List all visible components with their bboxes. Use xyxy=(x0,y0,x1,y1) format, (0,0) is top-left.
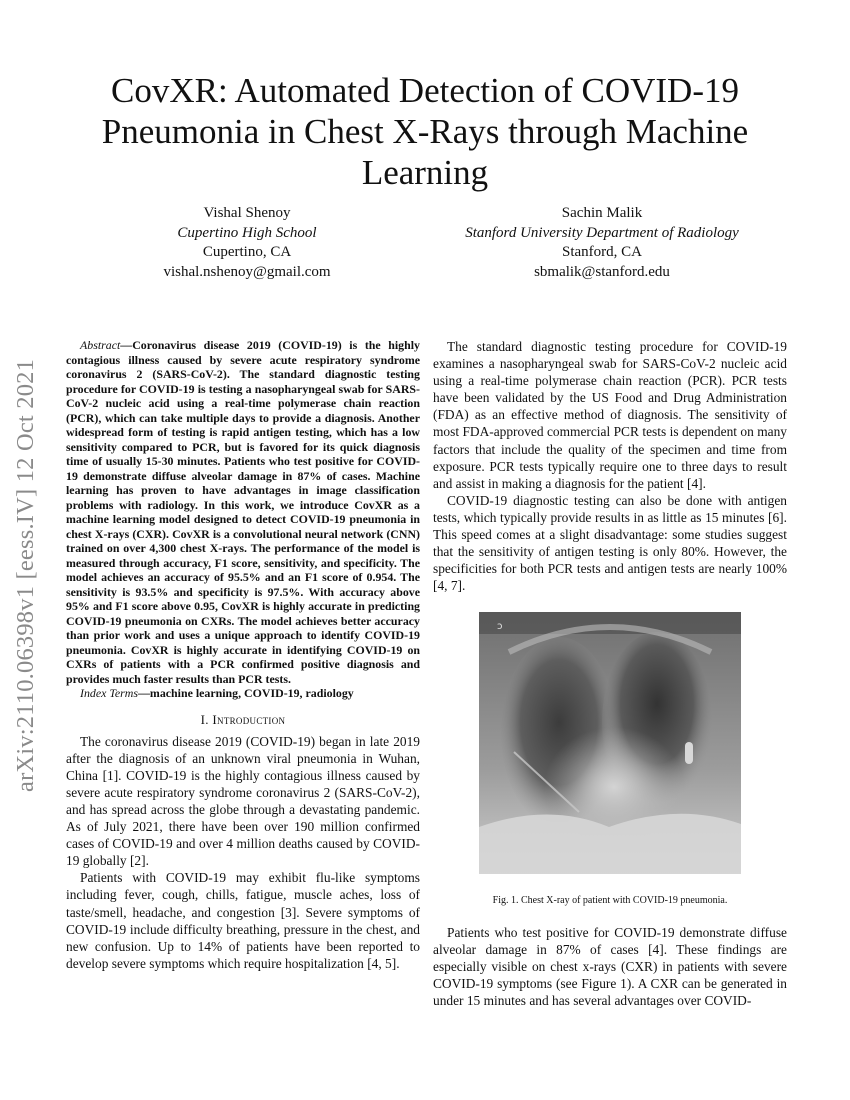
author-location: Cupertino, CA xyxy=(202,244,292,260)
figure-1 xyxy=(479,612,741,874)
author-affiliation: Stanford University Department of Radiology xyxy=(465,224,739,241)
title-line-1: CovXR: Automated Detection of COVID-19 xyxy=(111,71,739,110)
paper-title xyxy=(95,70,755,193)
chest-xray-image xyxy=(479,612,741,874)
title-line-2: Pneumonia in Chest X-Rays through Machine xyxy=(101,112,749,151)
title-line-3: Learning xyxy=(361,153,489,192)
section-heading-introduction: I. Introduction xyxy=(200,711,286,727)
author-block-1 xyxy=(82,204,412,282)
abstract xyxy=(66,338,420,686)
author-location: Stanford, CA xyxy=(562,244,642,260)
intro-paragraph-5: Patients who test positive for COVID-19 demonstrate diffuse alveolar damage in 87% of cases [4]. These findings are especially visible on chest x-rays (CXR) in patients with severe COVID-19 symptoms (see Figure 1). A CXR can be generated in under 15 minutes and has several advantages over COVID- xyxy=(433,924,787,1008)
intro-paragraph-1: The coronavirus disease 2019 (COVID-19) began in late 2019 after the diagnosis of an unknown viral pneumonia in Wuhan, China [1]. COVID-19 is the highly contagious illness caused by severe acute respiratory syndrome coronavirus 2 (SARS-CoV-2), and has spread across the globe through a devastating pandemic. As of July 2021, there have been over 190 million confirmed cases of COVID-19 and over 4 million deaths caused by COVID-19 globally [2]. xyxy=(66,733,420,869)
svg-text:ↄ: ↄ xyxy=(497,621,503,633)
index-terms-lead: Index Terms xyxy=(80,686,139,700)
abstract-lead: Abstract xyxy=(80,338,121,352)
left-column xyxy=(66,338,420,972)
index-terms xyxy=(66,686,420,701)
intro-paragraph-4: COVID-19 diagnostic testing can also be done with antigen tests, which typically provide results in as little as 15 minutes [6]. This speed comes at a slight disadvantage: some studies suggest that the sensitivity of antigen testing is only 80%. However, the specificities for both PCR tests and antigen tests are nearly 100% [4, 7]. xyxy=(433,492,787,594)
author-block-2 xyxy=(437,204,767,282)
index-terms-text: —machine learning, COVID-19, radiology xyxy=(138,686,354,700)
author-name: Sachin Malik xyxy=(561,205,643,221)
right-column xyxy=(433,338,787,1009)
author-name: Vishal Shenoy xyxy=(203,205,291,221)
intro-paragraph-3: The standard diagnostic testing procedure for COVID-19 examines a nasopharyngeal swab for SARS-CoV-2 nucleic acid using a real-time polymerase chain reaction (PCR). PCR tests have been validated by the US Food and Drug Administration (FDA) as an effective method of diagnosis. The sensitivity of most FDA-approved commercial PCR tests is dependent on many factors that include the quality of the specimen and time from exposure. PCR tests typically require one to three days to result and assist in making a diagnosis for the patient [4]. xyxy=(433,339,787,491)
author-affiliation: Cupertino High School xyxy=(177,224,317,241)
author-email[interactable]: sbmalik@stanford.edu xyxy=(534,263,670,280)
intro-paragraph-2: Patients with COVID-19 may exhibit flu-like symptoms including fever, cough, chills, fatigue, muscle aches, loss of taste/smell, headache, and congestion [3]. Severe symptoms of COVID-19 include difficulty breathing, pressure in the chest, and new confusion. Up to 14% of patients have been reported to develop severe symptoms which require hospitalization [4, 5]. xyxy=(66,870,420,971)
figure-1-caption: Fig. 1. Chest X-ray of patient with COVID-19 pneumonia. xyxy=(492,895,728,907)
author-email[interactable]: vishal.nshenoy@gmail.com xyxy=(163,263,331,280)
abstract-text: —Coronavirus disease 2019 (COVID-19) is the highly contagious illness caused by severe acute respiratory syndrome coronavirus 2 (SARS-CoV-2). The standard diagnostic testing procedure for COVID-19 is testing a nasopharyngeal swab for SARS-CoV-2 nucleic acid using a real-time polymerase chain reaction (PCR), which can take multiple days to provide a diagnosis. Another widespread form of testing is rapid antigen testing, which has a low sensitivity compared to PCR, but is favored for its quick diagnosis time of usually 15-30 minutes. Patients who test positive for COVID-19 demonstrate diffuse alveolar damage in 87% of cases. Machine learning has proven to have advantages in image classification problems with radiology. In this work, we introduce CovXR as a machine learning model designed to detect COVID-19 pneumonia in chest X-rays (CXR). CovXR is a convolutional neural network (CNN) trained on over 4,300 chest X-rays. The performance of the model is measured through accuracy, F1 score, sensitivity, and specificity. The model achieves an accuracy of 95.5% and an F1 score of 0.954. The sensitivity is 93.5% and specificity is 97.5%. With accuracy above 95% and F1 score above 0.95, CovXR is highly accurate in predicting COVID-19 pneumonia on CXRs. The model achieves better accuracy than prior work and uses a unique approach to identify COVID-19 pneumonia. CovXR is highly accurate in identifying COVID-19 on CXRs of patients with a PCR confirmed positive diagnosis and provides much faster results than PCR tests. xyxy=(66,338,420,686)
arxiv-identifier-stamp[interactable]: arXiv:2110.06398v1 [eess.IV] 12 Oct 2021 xyxy=(12,358,39,792)
